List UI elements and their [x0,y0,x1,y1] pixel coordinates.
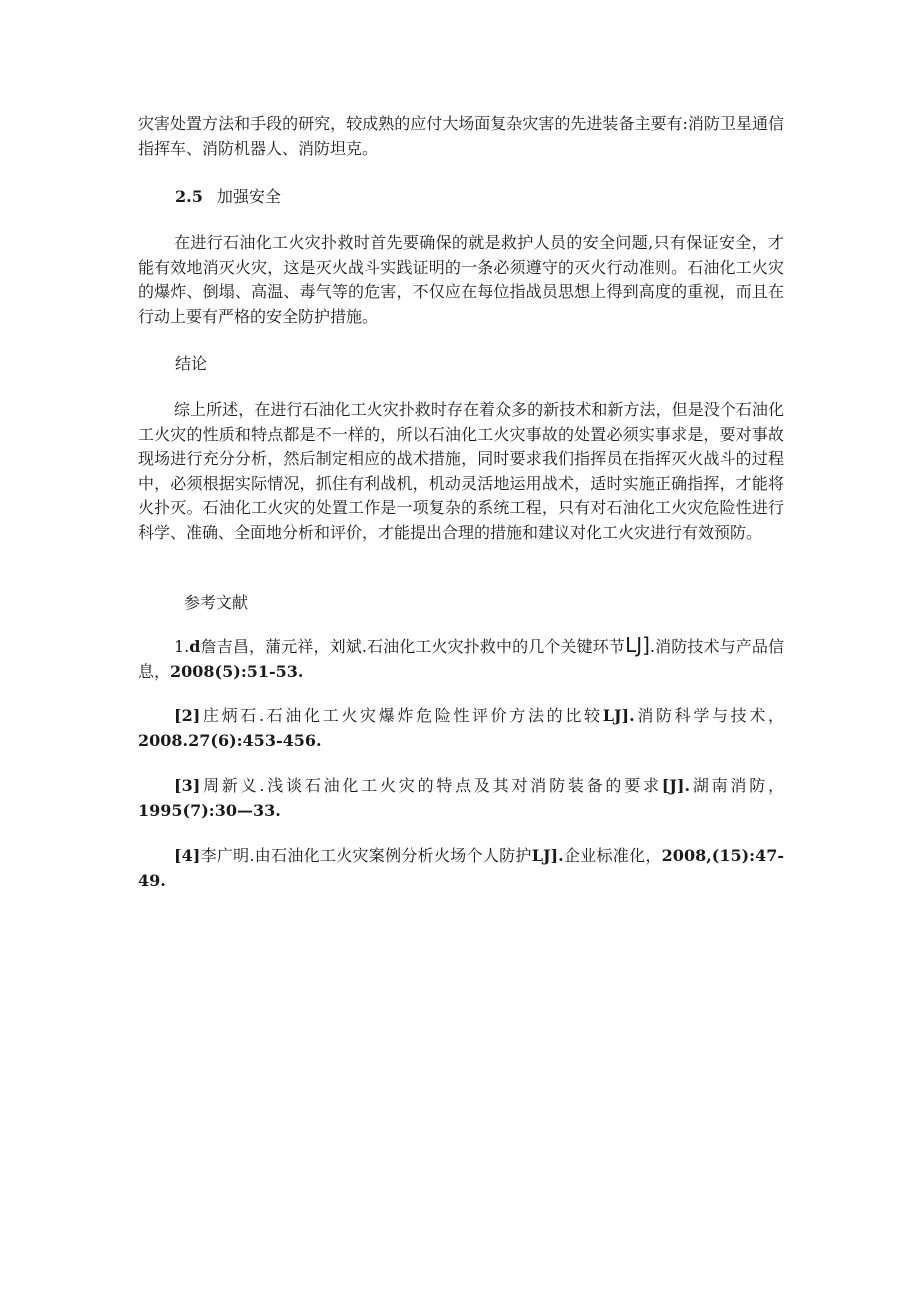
paragraph-conclusion: 综上所述，在进行石油化工火灾扑救时存在着众多的新技术和新方法，但是没个石油化工火灾的性质和特点都是不一样的，所以石油化工火灾事故的处置必须实事求是，要对事故现场进行充分分析，然后制定相应的战术措施，同时要求我们指挥员在指挥灭火战斗的过程中，必须根据实际情况，抓住有利战机，机动灵活地运用战术，适时实施正确指挥，才能将火扑灭。石油化工火灾的处置工作是一项复杂的系统工程，只有对石油化工火灾危险性进行科学、准确、全面地分析和评价，才能提出合理的措施和建议对化工火灾进行有效预防。 [138,400,784,542]
reference-2-text: 庄炳石.石油化工火灾爆炸危险性评价方法的比较 [200,706,603,725]
paragraph-equipment: 灾害处置方法和手段的研究，较成熟的应付大场面复杂灾害的先进装备主要有:消防卫星通信指挥车、消防机器人、消防坦克。 [138,114,784,158]
reference-2-type-code: LJ]. [602,706,635,725]
reference-3-tag: [3] [174,776,201,795]
reference-3-type-code: [J]. [661,776,691,795]
reference-1-type-code: LJ] [625,633,650,657]
reference-3-pub: 1995(7):30—33. [138,801,281,820]
reference-4-source: 企业标准化， [563,846,662,865]
reference-3-source: 湖南消防， [690,776,784,795]
reference-1 [138,633,784,684]
paragraph-safety: 在进行石油化工火灾扑救时首先要确保的就是救护人员的安全问题,只有保证安全，才能有效地消灭火灾，这是灭火战斗实践证明的一条必须遵守的灭火行动准则。石油化工火灾的爆炸、倒塌、高温、毒气等的危害，不仅应在每位指战员思想上得到高度的重视，而且在行动上要有严格的安全防护措施。 [138,233,784,326]
reference-2-pub: 2008.27(6):453-456. [138,731,322,750]
reference-1-pub: 2008(5):51-53. [170,662,304,681]
reference-1-marker: d [189,637,201,656]
references-heading: 参考文献 [184,593,249,612]
reference-1-source: .消防技术与产品信息， [138,637,784,681]
reference-4-type-code: LJ]. [531,846,564,865]
reference-3 [138,773,784,823]
reference-1-number: 1. [174,637,190,656]
reference-1-text: 詹吉昌，蒲元祥，刘斌.石油化工火灾扑救中的几个关键环节 [200,637,626,656]
section-title: 加强安全 [216,187,281,206]
reference-4 [138,843,784,893]
reference-2-tag: [2] [174,706,201,725]
reference-4-pub: 2008,(15):47-49. [138,846,784,890]
reference-2 [138,703,784,753]
section-number: 2.5 [175,187,203,206]
reference-2-source: 消防科学与技术， [634,706,784,725]
reference-3-text: 周新义.浅谈石油化工火灾的特点及其对消防装备的要求 [200,776,662,795]
reference-4-tag: [4] [174,846,201,865]
reference-4-text: 李广明.由石油化工火灾案例分析火场个人防护 [200,846,532,865]
section-heading-2-5 [175,186,281,208]
conclusion-heading: 结论 [175,354,208,373]
